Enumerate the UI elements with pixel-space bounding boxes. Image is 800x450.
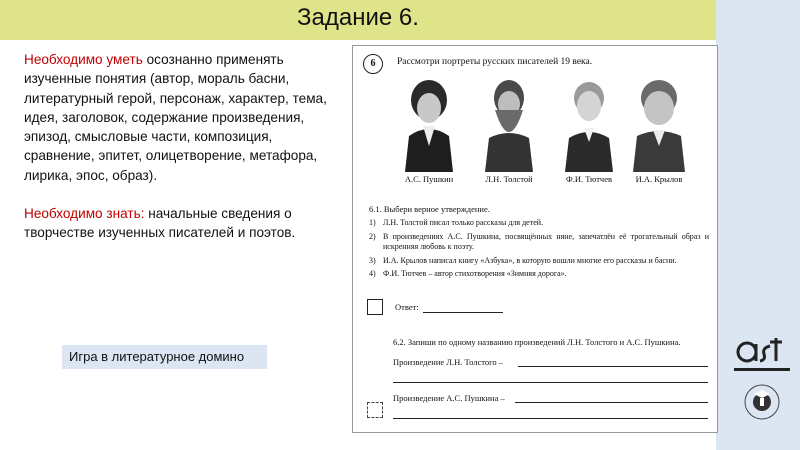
must-know-label: Необходимо знать: [24,206,145,222]
question-6-2-title: 6.2. Запиши по одному названию произведений Л.Н. Толстого и А.С. Пушкина. [393,337,681,347]
task-number-badge: 6 [363,54,383,74]
writer-label-pushkin: А.С. Пушкин [404,174,454,184]
option-text: В произведениях А.С. Пушкина, посвящённых няне, запечатлён её трогательный образ и искренняя любовь к поэту. [383,231,709,251]
must-be-able-text: осознанно применять изученные понятия (автор, мораль басни, литературный герой, персонаж, характер, тема, идея, заголовок, содержание произведения, эпизод, смысловые части, композиция, сравнение, эпитет, олицетворение, метафора, лирика, эпос, образ). [24,52,327,183]
tolstoy-answer-line-2 [393,382,708,383]
answer-option [369,269,709,280]
option-text: Л.Н. Толстой писал только рассказы для детей. [383,218,544,227]
answer-option [369,256,709,267]
writer-label-krylov: И.А. Крылов [635,174,683,184]
option-number: 1) [369,218,376,227]
ast-logo [730,330,794,440]
option-number: 4) [369,269,376,278]
task-instruction: Рассмотри портреты русских писателей 19 века. [397,57,593,67]
score-box-dashed [367,402,383,418]
tolstoy-answer-line [518,366,708,367]
portrait-pushkin [399,76,459,172]
pushkin-answer-line-2 [393,418,708,419]
answer-option [369,232,709,253]
question-6-1-title: 6.1. Выбери верное утверждение. [369,204,490,214]
option-text: Ф.И. Тютчев – автор стихотворения «Зимняя дорога». [383,269,567,278]
slide-title: Задание 6. [297,4,419,31]
answer-options [369,218,709,283]
answer-option [369,218,709,229]
tolstoy-work-label: Произведение Л.Н. Толстого – [393,357,503,367]
must-know-paragraph [24,204,334,243]
worksheet-page [352,45,718,433]
score-box [367,299,383,315]
pushkin-work-label: Произведение А.С. Пушкина – [393,393,505,403]
portrait-krylov [629,76,689,172]
writer-label-tyutchev: Ф.И. Тютчев [565,174,612,184]
game-note: Игра в литературное домино [62,345,267,369]
requirements-text [24,50,334,262]
pushkin-answer-line [515,402,708,403]
option-text: И.А. Крылов написал книгу «Азбука», в которую вошли многие его рассказы и басни. [383,255,677,265]
portrait-tolstoy [479,76,539,172]
answer-line [423,312,503,313]
writer-label-tolstoy: Л.Н. Толстой [485,174,533,184]
option-number: 2) [369,231,376,241]
option-number: 3) [369,255,376,265]
must-know-text: начальные сведения о творчестве изученных писателей и поэтов. [24,206,296,241]
answer-label: Ответ: [395,302,419,312]
portrait-tyutchev [559,76,619,172]
must-be-able-paragraph [24,50,334,185]
must-be-able-label: Необходимо уметь [24,52,143,67]
